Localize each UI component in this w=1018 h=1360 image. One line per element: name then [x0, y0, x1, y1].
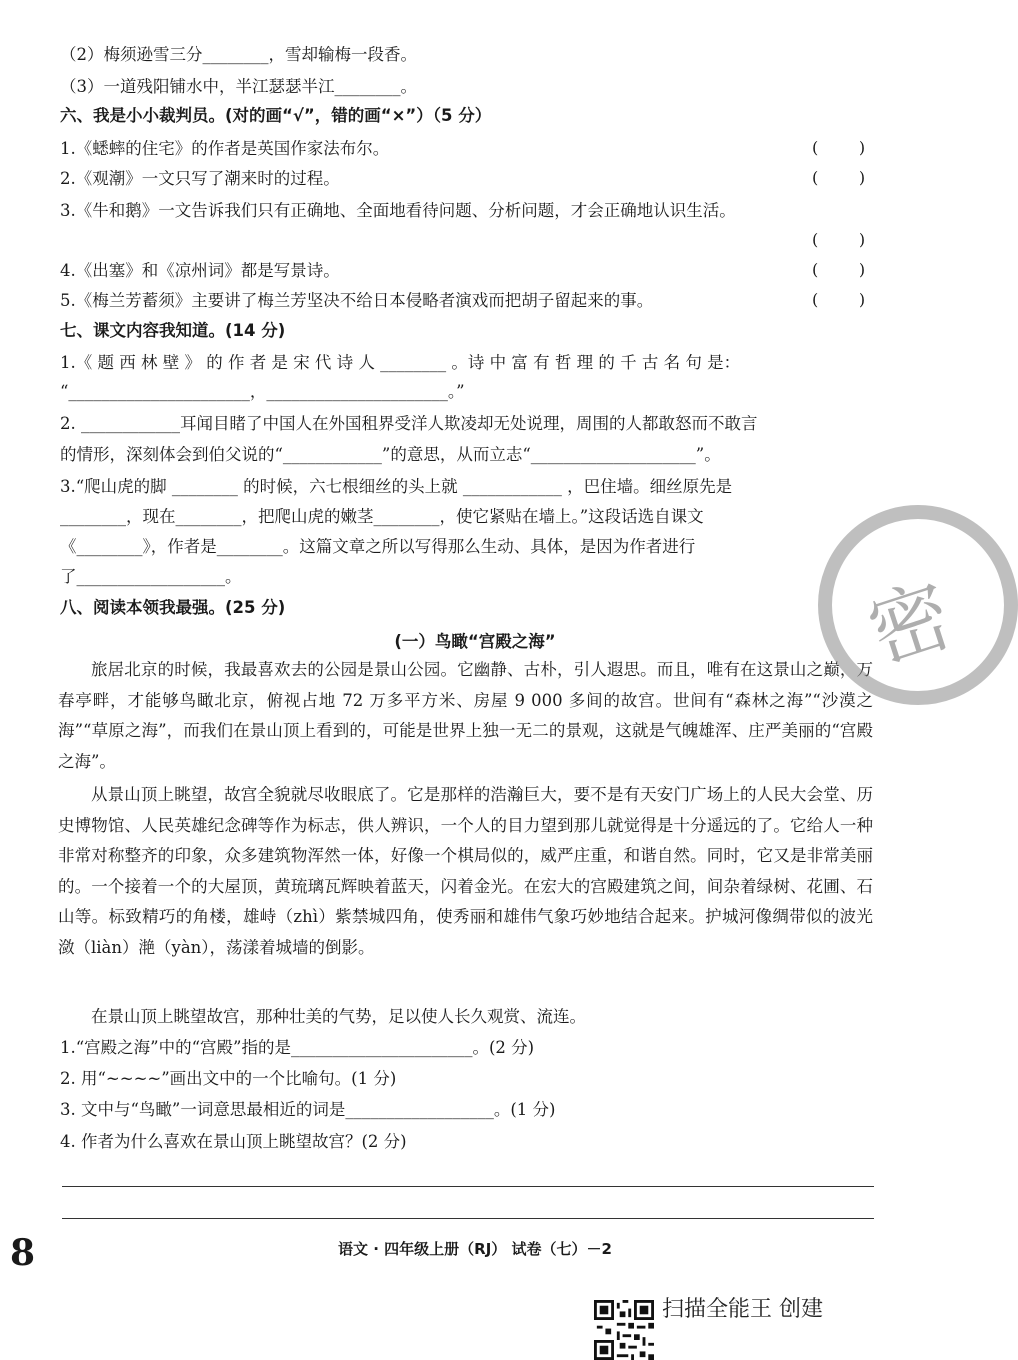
section-8-title: 八、阅读本领我最强。(25 分): [60, 598, 286, 617]
q7-1-line-2: “______________________，______________________。”: [60, 382, 465, 401]
judge-item-3: 3.《牛和鹅》一文告诉我们只有正确地、全面地看待问题、分析问题，才会正确地认识生活。: [60, 201, 736, 220]
poem-line-3: （3）一道残阳铺水中，半江瑟瑟半江________。: [60, 77, 417, 96]
passage-paragraph-1: 旅居北京的时候，我最喜欢去的公园是景山公园。它幽静、古朴，引人遐思。而且，唯有在这景山之巅，万春亭畔，才能够鸟瞰北京，俯视占地 72 万多平方米、房屋 9 000 多间的故宫。世间有“森林之海”“沙漠之海”“草原之海”，而我们在景山顶上看到的，可能是世界上独一无二的景观，这就是气魄雄浑、庄严美丽的“宫殿之海”。: [58, 660, 873, 771]
passage-paragraph-3: 在景山顶上眺望故宫，那种壮美的气势，足以使人长久观赏、流连。: [91, 1007, 586, 1026]
page-footer: 语文 · 四年级上册（RJ） 试卷（七）－2: [338, 1240, 612, 1258]
reading-q4: 4. 作者为什么喜欢在景山顶上眺望故宫？(2 分): [60, 1132, 407, 1151]
q7-1-line-1: 1.《 题 西 林 壁 》 的 作 者 是 宋 代 诗 人 ________ 。诗 中 富 有 哲 理 的 千 古 名 句 是：: [60, 353, 741, 372]
reading-q3: 3. 文中与“鸟瞰”一词意思最相近的词是__________________。(1 分): [60, 1100, 556, 1119]
passage-paragraph-2: 从景山顶上眺望，故宫全貌就尽收眼底了。它是那样的浩瀚巨大，要不是有天安门广场上的人民大会堂、历史博物馆、人民英雄纪念碑等作为标志，供人辨识，一个人的目力望到那儿就觉得是十分遥远的了。它给人一种非常对称整齐的印象，众多建筑物浑然一体，好像一个棋局似的，威严庄重，和谐自然。同时，它又是非常美丽的。一个接着一个的大屋顶，黄琉璃瓦辉映着蓝天，闪着金光。在宏大的宫殿建筑之间，间杂着绿树、花圃、石山等。标致精巧的角楼，雄峙（zhì）紫禁城四角，使秀丽和雄伟气象巧妙地结合起来。护城河像绸带似的波光潋（liàn）滟（yàn），荡漾着城墙的倒影。: [58, 785, 873, 957]
q7-2-line-1: 2. ____________耳闻目睹了中国人在外国租界受洋人欺凌却无处说理，周围的人都敢怒而不敢言: [60, 414, 758, 433]
q7-3-line-4: 了__________________。: [60, 567, 242, 586]
poem-line-2: （2）梅须逊雪三分________，雪却输梅一段香。: [60, 45, 417, 64]
answer-paren-3[interactable]: ( ): [812, 230, 866, 249]
judge-item-1: 1.《蟋蟀的住宅》的作者是英国作家法布尔。: [60, 139, 390, 158]
qr-code-icon: [594, 1300, 654, 1360]
judge-item-2: 2.《观潮》一文只写了潮来时的过程。: [60, 169, 340, 188]
judge-item-5: 5.《梅兰芳蓄须》主要讲了梅兰芳坚决不给日本侵略者演戏而把胡子留起来的事。: [60, 291, 654, 310]
answer-paren-5[interactable]: ( ): [812, 290, 866, 309]
q7-3-line-3: 《________》，作者是________。这篇文章之所以写得那么生动、具体，是因为作者进行: [60, 537, 696, 556]
q7-3-line-2: ________，现在________，把爬山虎的嫩茎________，使它紧贴在墙上。”这段话选自课文: [60, 507, 704, 526]
answer-paren-4[interactable]: ( ): [812, 260, 866, 279]
q7-3-line-1: 3.“爬山虎的脚 ________ 的时候，六七根细丝的头上就 ____________ ，巴住墙。细丝原先是: [60, 477, 733, 496]
q7-2-line-2: 的情形，深刻体会到伯父说的“____________”的意思，从而立志“____________________”。: [60, 445, 721, 464]
margin-mark: 8: [10, 1232, 36, 1274]
answer-line-2[interactable]: [62, 1218, 874, 1219]
section-6-title: 六、我是小小裁判员。(对的画“√”，错的画“×”）（5 分）: [60, 106, 492, 125]
answer-paren-1[interactable]: ( ): [812, 138, 866, 157]
confidential-stamp-char: 密: [857, 567, 963, 681]
judge-item-4: 4.《出塞》和《凉州词》都是写景诗。: [60, 261, 340, 280]
answer-line-1[interactable]: [62, 1186, 874, 1187]
answer-paren-2[interactable]: ( ): [812, 168, 866, 187]
passage-title: (一）鸟瞰“宫殿之海”: [394, 632, 556, 651]
section-7-title: 七、课文内容我知道。(14 分): [60, 321, 286, 340]
reading-q2: 2. 用“~~~~”画出文中的一个比喻句。(1 分): [60, 1069, 397, 1088]
scanner-watermark: 扫描全能王 创建: [662, 1297, 823, 1322]
reading-q1: 1.“宫殿之海”中的“宫殿”指的是______________________。(2 分): [60, 1038, 535, 1057]
